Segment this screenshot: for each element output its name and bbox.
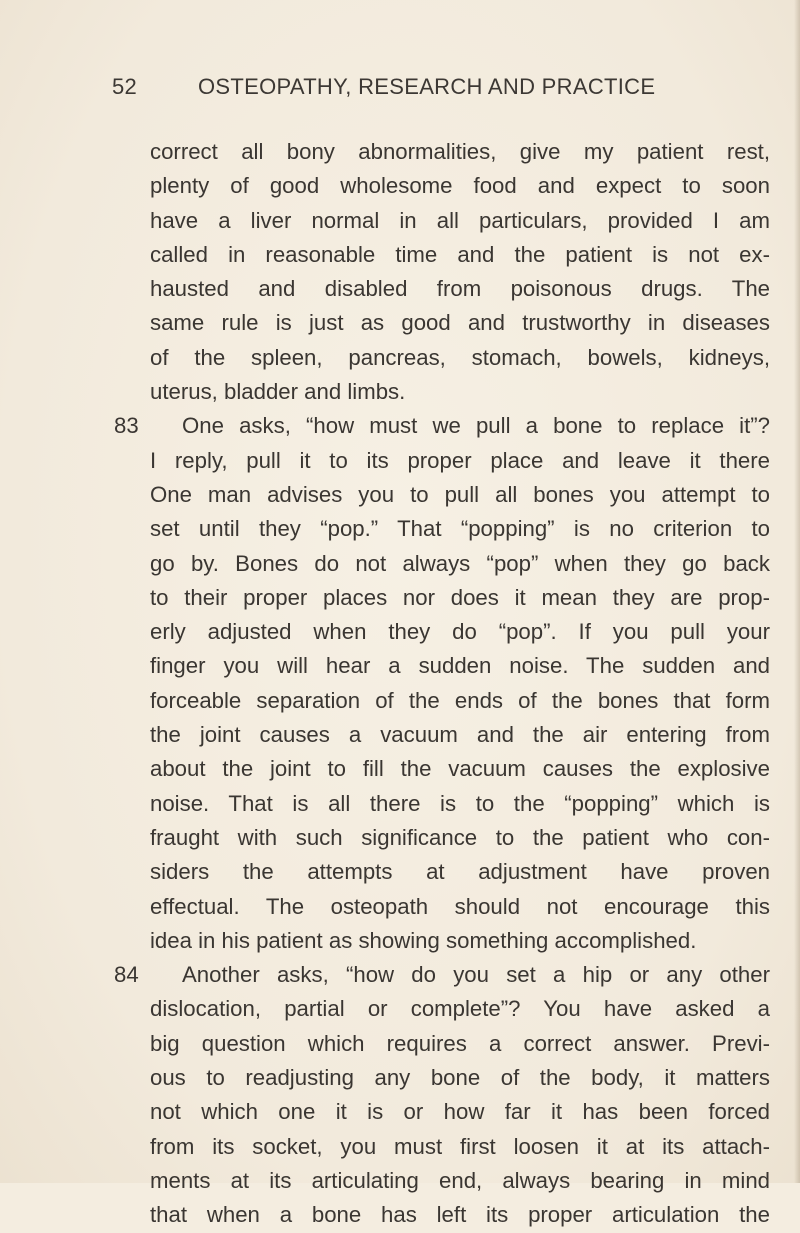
page-number: 52 — [112, 74, 138, 99]
text-line — [114, 958, 770, 992]
paragraph-number: 84 — [114, 962, 139, 988]
line-text: finger you will hear a sudden noise. The sudden and — [150, 653, 770, 679]
text-line — [150, 272, 770, 306]
line-text: plenty of good wholesome food and expect to soon — [150, 173, 770, 199]
text-line — [114, 409, 770, 443]
text-line — [150, 1198, 770, 1232]
text-line — [150, 1095, 770, 1129]
line-text: the joint causes a vacuum and the air entering from — [150, 722, 770, 748]
text-line — [150, 1164, 770, 1198]
text-line — [150, 649, 770, 683]
text-line — [150, 512, 770, 546]
text-line — [150, 1061, 770, 1095]
line-text: same rule is just as good and trustworthy in diseases — [150, 310, 770, 336]
text-line — [150, 478, 770, 512]
line-text: correct all bony abnormalities, give my patient rest, — [150, 139, 770, 164]
line-text: hausted and disabled from poisonous drugs. The — [150, 276, 770, 302]
text-line — [150, 821, 770, 855]
line-text: about the joint to fill the vacuum causes the explosive — [150, 756, 770, 782]
line-text: I reply, pull it to its proper place and leave it there — [150, 447, 770, 473]
line-text: uterus, bladder and limbs. — [150, 379, 406, 405]
text-line — [150, 581, 770, 615]
line-text: One man advises you to pull all bones you attempt to — [150, 481, 770, 507]
line-text: go by. Bones do not always “pop” when they go back — [150, 550, 770, 576]
line-text: called in reasonable time and the patient is not ex- — [150, 241, 770, 267]
text-line — [150, 1027, 770, 1061]
text-line — [150, 855, 770, 889]
running-header — [112, 74, 712, 110]
text-line — [150, 1130, 770, 1164]
text-line — [150, 204, 770, 238]
text-line — [150, 238, 770, 272]
page-edge-shadow — [794, 0, 800, 1183]
text-line — [150, 135, 770, 169]
text-line — [150, 787, 770, 821]
line-text: forceable separation of the ends of the bones that form — [150, 687, 770, 713]
text-line — [150, 718, 770, 752]
running-title: OSTEOPATHY, RESEARCH AND PRACTICE — [198, 74, 656, 99]
text-line — [150, 890, 770, 924]
line-text: set until they “pop.” That “popping” is no criterion to — [150, 516, 770, 542]
line-text: big question which requires a correct answer. Previ- — [150, 1030, 770, 1056]
line-text: from its socket, you must first loosen it at its attach- — [150, 1133, 770, 1159]
line-text: effectual. The osteopath should not encourage this — [150, 893, 770, 919]
line-text: siders the attempts at adjustment have proven — [150, 859, 770, 885]
line-text: erly adjusted when they do “pop”. If you pull your — [150, 619, 770, 645]
line-text: of the spleen, pancreas, stomach, bowels, kidneys, — [150, 344, 770, 370]
line-text: that when a bone has left its proper articulation the — [150, 1202, 770, 1228]
text-line — [150, 169, 770, 203]
line-text: not which one it is or how far it has been forced — [150, 1099, 770, 1125]
text-line — [150, 684, 770, 718]
text-line — [150, 341, 770, 375]
text-line — [150, 752, 770, 786]
line-text: ous to readjusting any bone of the body, it matters — [150, 1065, 770, 1091]
line-text: idea in his patient as showing something accomplished. — [150, 927, 697, 953]
text-line — [150, 924, 770, 958]
line-text: fraught with such significance to the patient who con- — [150, 824, 770, 850]
text-line — [150, 306, 770, 340]
line-text: dislocation, partial or complete”? You have asked a — [150, 996, 770, 1022]
line-text: have a liver normal in all particulars, provided I am — [150, 207, 770, 233]
text-line — [150, 444, 770, 478]
body-text — [114, 135, 770, 1233]
text-line — [150, 615, 770, 649]
line-text: Another asks, “how do you set a hip or any other — [182, 962, 770, 988]
paragraph-number: 83 — [114, 413, 139, 439]
line-text: to their proper places nor does it mean they are prop- — [150, 584, 770, 610]
line-text: One asks, “how must we pull a bone to replace it”? — [182, 413, 770, 439]
line-text: noise. That is all there is to the “popping” which is — [150, 790, 770, 816]
line-text: ments at its articulating end, always bearing in mind — [150, 1167, 770, 1193]
text-line — [150, 547, 770, 581]
text-line — [150, 375, 770, 409]
text-line — [150, 992, 770, 1026]
